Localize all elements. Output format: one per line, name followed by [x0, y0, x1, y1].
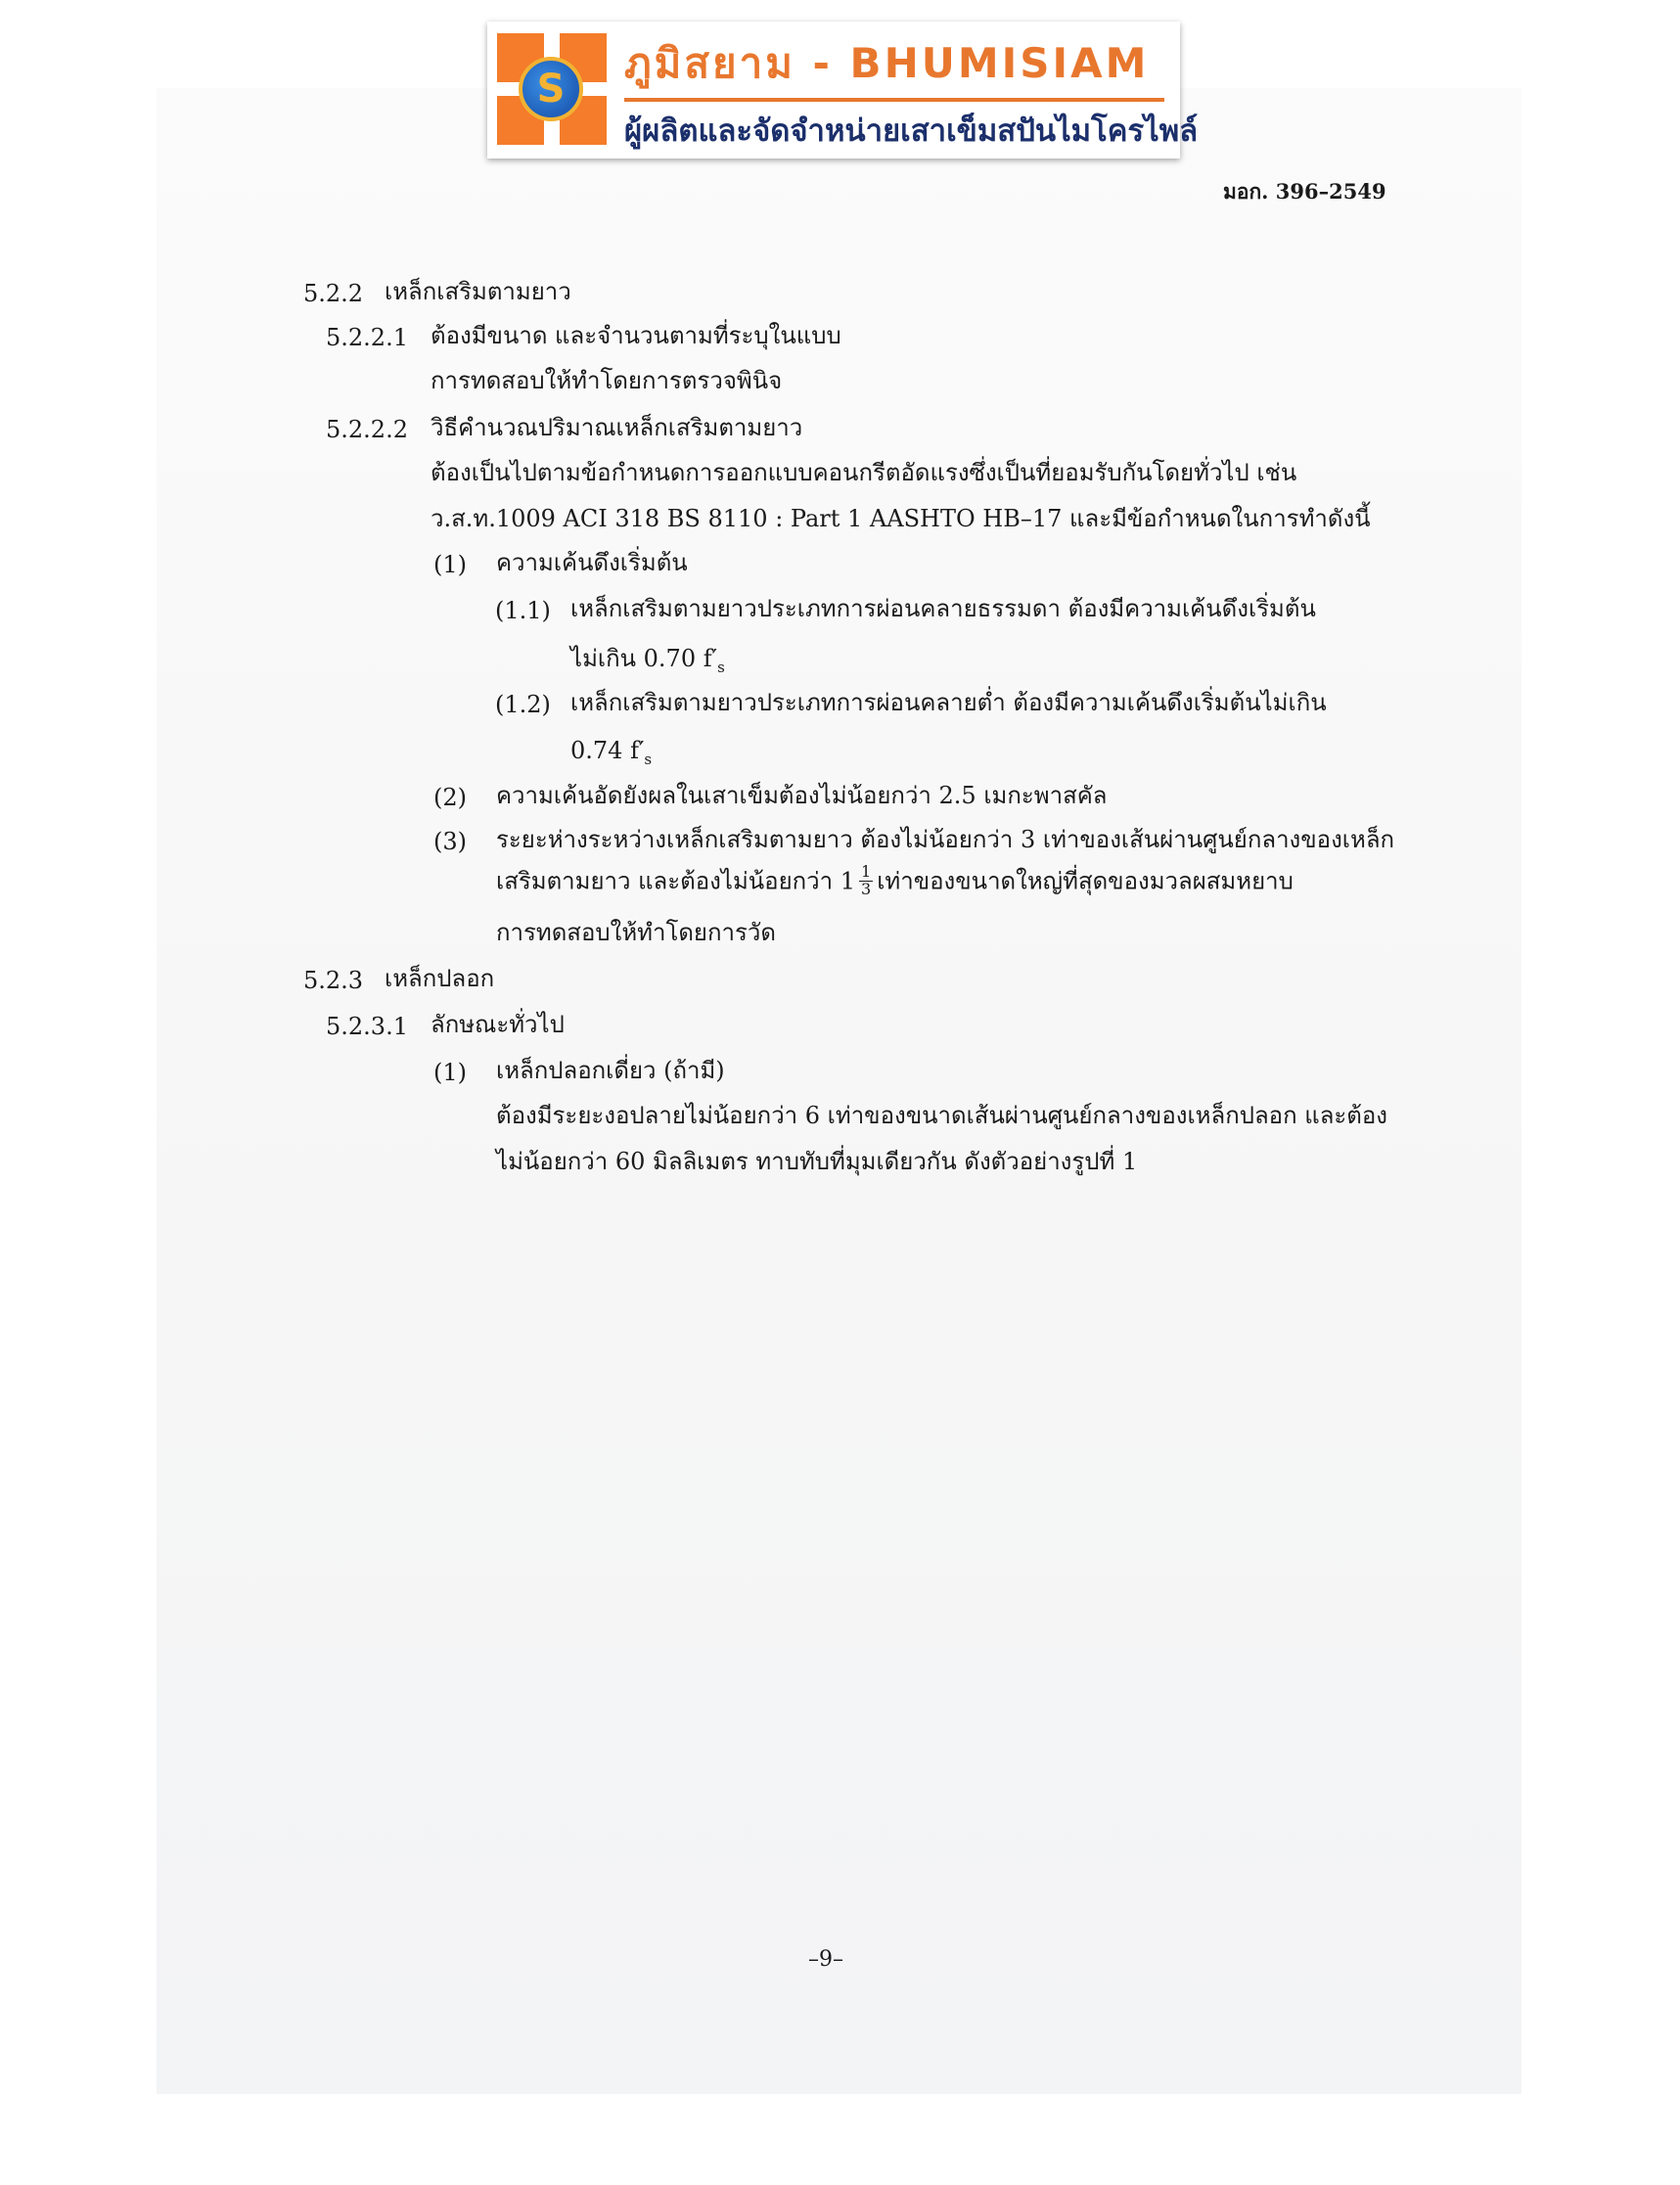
company-logo-banner — [487, 22, 1199, 159]
item-text: ระยะห่างระหว่างเหล็กเสริมตามยาว ต้องไม่น้อยกว่า 3 เท่าของเส้นผ่านศูนย์กลางของเหล็ก — [496, 826, 1395, 853]
document-page — [157, 88, 1521, 2094]
subitem-number: (1.1) — [495, 597, 551, 624]
clause-text: วิธีคำนวณปริมาณเหล็กเสริมตามยาว — [431, 414, 803, 441]
item-text: ความเค้นดึงเริ่มต้น — [496, 549, 688, 576]
clause-text: ต้องมีขนาด และจำนวนตามที่ระบุในแบบ — [431, 322, 841, 349]
section-number: 5.2.2 — [303, 280, 364, 307]
clause-number: 5.2.3.1 — [326, 1013, 408, 1040]
brand-tagline: ผู้ผลิตและจัดจำหน่ายเสาเข็มสปันไมโครไพล์ — [624, 114, 1199, 149]
subitem-text: เหล็กเสริมตามยาวประเภทการผ่อนคลายต่ำ ต้องมีความเค้นดึงเริ่มต้นไม่เกิน — [570, 689, 1327, 716]
paragraph-line: ไม่น้อยกว่า 60 มิลลิเมตร ทาบทับที่มุมเดียวกัน ดังตัวอย่างรูปที่ 1 — [496, 1148, 1138, 1175]
item-number: (3) — [433, 828, 467, 855]
paragraph-line: ต้องมีระยะงอปลายไม่น้อยกว่า 6 เท่าของขนาดเส้นผ่านศูนย์กลางของเหล็กปลอก และต้อง — [496, 1102, 1388, 1129]
standard-number: มอก. 396–2549 — [1223, 179, 1386, 204]
item-text: เหล็กปลอกเดี่ยว (ถ้ามี) — [496, 1057, 725, 1084]
clause-number: 5.2.2.2 — [326, 416, 408, 443]
test-method-text: การทดสอบให้ทำโดยการตรวจพินิจ — [431, 367, 783, 394]
test-method-text: การทดสอบให้ทำโดยการวัด — [496, 919, 776, 946]
item-number: (2) — [433, 784, 467, 811]
stress-value: ไม่เกิน 0.70 $f'_s$ — [570, 645, 725, 676]
section-number: 5.2.3 — [303, 967, 364, 994]
item-number: (1) — [433, 551, 467, 578]
subitem-number: (1.2) — [495, 691, 551, 718]
brand-name: ภูมิสยาม - BHUMISIAM — [624, 39, 1150, 87]
item-text: ความเค้นอัดยังผลในเสาเข็มต้องไม่น้อยกว่า 2.5 เมกะพาสคัล — [496, 782, 1108, 809]
clause-text: ลักษณะทั่วไป — [431, 1011, 565, 1038]
paragraph-line: ว.ส.ท.1009 ACI 318 BS 8110 : Part 1 AASHTO HB–17 และมีข้อกำหนดในการทำดังนี้ — [431, 505, 1371, 532]
item-number: (1) — [433, 1059, 467, 1086]
section-heading: เหล็กปลอก — [385, 965, 495, 992]
logo-emblem-icon — [497, 33, 607, 145]
clause-number: 5.2.2.1 — [326, 324, 408, 351]
paragraph-line: ต้องเป็นไปตามข้อกำหนดการออกแบบคอนกรีตอัดแรงซึ่งเป็นที่ยอมรับกันโดยทั่วไป เช่น — [431, 459, 1297, 486]
section-heading: เหล็กเสริมตามยาว — [385, 278, 571, 305]
page-number: –9– — [808, 1947, 843, 1972]
brand-divider — [624, 98, 1164, 102]
fraction: $\frac{1}{3}$ — [861, 862, 872, 898]
item-text-continued: เสริมตามยาว และต้องไม่น้อยกว่า 1 $\frac{1}{3}$ เท่าของขนาดใหญ่ที่สุดของมวลผสมหยาบ — [496, 862, 1294, 898]
subitem-text: เหล็กเสริมตามยาวประเภทการผ่อนคลายธรรมดา ต้องมีความเค้นดึงเริ่มต้น — [570, 595, 1316, 622]
stress-value: 0.74 $f'_s$ — [570, 737, 653, 768]
